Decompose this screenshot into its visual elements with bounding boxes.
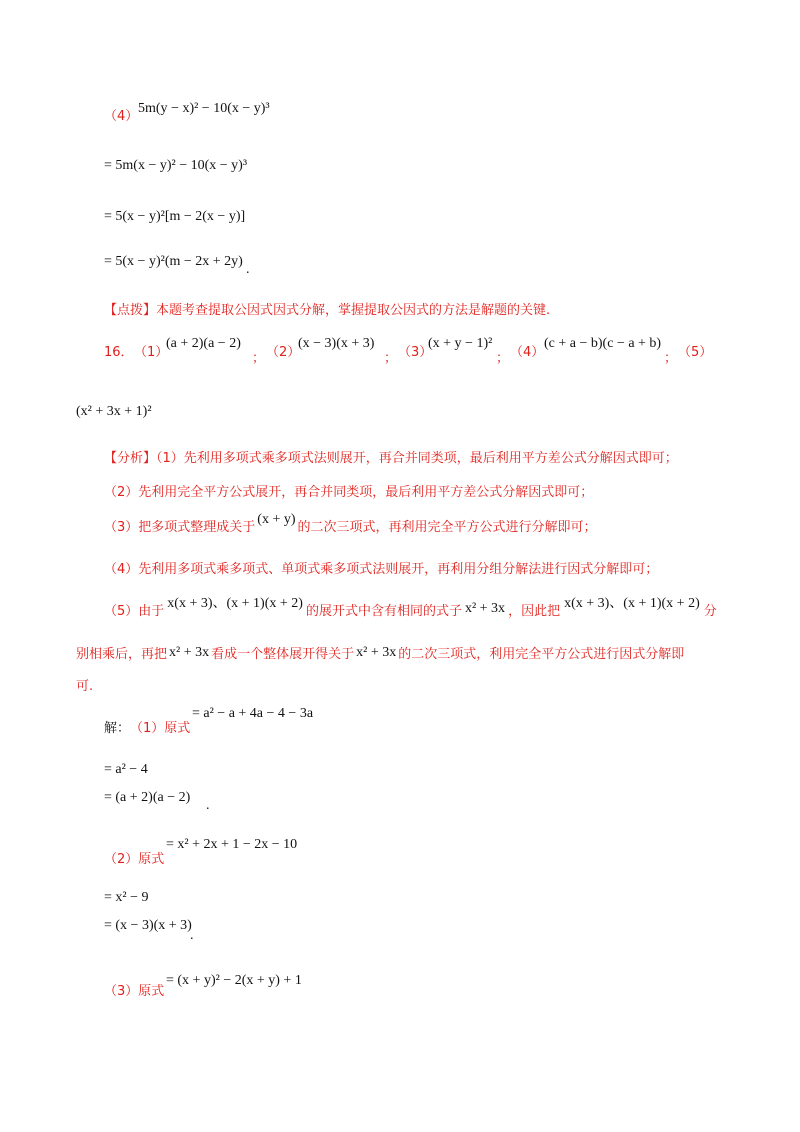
solution-label: （2）原式 <box>104 852 165 867</box>
math-expression: (x + y) <box>257 512 296 527</box>
answer-label: （3） <box>398 345 433 360</box>
math-step: = 5m(x − y)² − 10(x − y)³ <box>104 158 248 173</box>
problem-number: 16． <box>104 345 134 360</box>
end-mark: . <box>190 928 194 943</box>
answer-label: （5） <box>678 345 713 360</box>
analysis-line <box>104 596 717 621</box>
tip-paragraph <box>104 302 550 320</box>
math-expression: x² + 3x <box>464 601 506 616</box>
math-expression: x(x + 3)、(x + 1)(x + 2) <box>564 596 700 611</box>
solution-label: （1）原式 <box>130 721 191 736</box>
math-expression: x(x + 3)、(x + 1)(x + 2) <box>167 596 303 611</box>
answer-expression: (x² + 3x + 1)² <box>76 404 152 419</box>
math-step: = (a + 2)(a − 2) <box>104 790 191 805</box>
answer-label: （1） <box>134 345 169 360</box>
answer-expression: (c + a − b)(c − a + b) <box>544 336 662 351</box>
separator: ； <box>252 351 266 366</box>
analysis-line <box>104 512 597 537</box>
math-step: = 5(x − y)²[m − 2(x − y)] <box>104 209 246 224</box>
separator: ； <box>664 351 678 366</box>
math-step: = x² − 9 <box>104 890 149 905</box>
separator: ； <box>496 351 510 366</box>
tip-label: 【点拨】 <box>104 303 157 318</box>
answer-label: （2） <box>266 345 301 360</box>
solution-intro: 解： <box>104 721 131 736</box>
tip-text: 本题考查提取公因式因式分解，掌握提取公因式的方法是解题的关键. <box>156 303 551 318</box>
analysis-text: 的展开式中含有相同的式子 <box>305 604 462 619</box>
math-expression: x² + 3x <box>356 645 397 660</box>
analysis-text: 看成一个整体展开得关于 <box>211 647 355 662</box>
end-mark: . <box>246 262 250 277</box>
analysis-line: （2）先利用完全平方公式展开，再合并同类项，最后利用平方差公式分解因式即可； <box>104 485 594 500</box>
answer-expression: (x + y − 1)² <box>428 336 493 351</box>
math-expression: = (x + y)² − 2(x + y) + 1 <box>166 973 302 988</box>
end-mark: . <box>206 798 210 813</box>
math-expression: 5m(y − x)² − 10(x − y)³ <box>138 101 270 116</box>
math-expression: = a² − a + 4a − 4 − 3a <box>192 706 314 721</box>
answer-label: （4） <box>510 345 545 360</box>
solution-label: （3）原式 <box>104 984 165 999</box>
math-expression: = x² + 2x + 1 − 2x − 10 <box>166 837 298 852</box>
analysis-text: ，因此把 <box>508 604 561 619</box>
analysis-text: （1）先利用多项式乘多项式法则展开，再合并同类项，最后利用平方差公式分解因式即可； <box>156 451 678 466</box>
analysis-text: （5）由于 <box>104 604 165 619</box>
analysis-line: （4）先利用多项式乘多项式、单项式乘多项式法则展开，再利用分组分解法进行因式分解即可； <box>104 562 659 577</box>
math-expression: x² + 3x <box>169 645 210 660</box>
analysis-text: 的二次三项式，利用完全平方公式进行因式分解即 <box>398 647 685 662</box>
analysis-line: 可. <box>76 679 94 694</box>
separator: ； <box>384 351 398 366</box>
part-label: （4） <box>104 109 139 124</box>
answer-expression: (a + 2)(a − 2) <box>166 336 241 351</box>
analysis-text: 分 <box>703 604 717 619</box>
math-step: = 5(x − y)²(m − 2x + 2y) <box>104 254 243 269</box>
math-step: = (x − 3)(x + 3) <box>104 918 192 933</box>
answer-expression: (x − 3)(x + 3) <box>298 336 375 351</box>
analysis-text: 的二次三项式，再利用完全平方公式进行分解即可； <box>297 520 597 535</box>
analysis-line <box>104 450 678 468</box>
analysis-label: 【分析】 <box>104 451 157 466</box>
math-step: = a² − 4 <box>104 762 148 777</box>
analysis-line <box>76 646 684 664</box>
analysis-text: 别相乘后，再把 <box>76 647 168 662</box>
analysis-text: （3）把多项式整理成关于 <box>104 520 256 535</box>
